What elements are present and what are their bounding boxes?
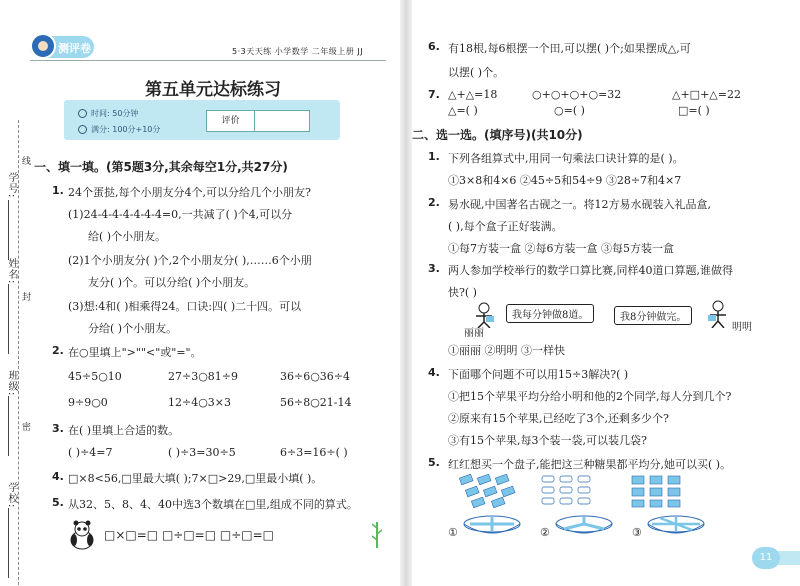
q1-line3: (2)1个小朋友分( )个,2个小朋友分( ),……6个小朋 — [68, 254, 312, 267]
test-badge-label: 测评卷 — [58, 42, 91, 55]
score-info — [78, 124, 160, 135]
student-number-label: 学号: — [6, 172, 17, 199]
review-box — [206, 110, 310, 132]
q3-item-1: ( )÷4=7 — [68, 446, 113, 459]
panda-icon — [68, 520, 96, 550]
candy-group-1-icon — [458, 474, 520, 508]
student-avatar-icon — [30, 33, 56, 59]
s2-q2-number: 2. — [428, 196, 440, 209]
q2-item-1: 45÷5○10 — [68, 370, 122, 383]
plate-2-icon — [554, 514, 614, 542]
q5-number: 5. — [52, 496, 64, 509]
score-icon — [78, 125, 87, 134]
q2-item-3: 36÷6○36÷4 — [280, 370, 351, 383]
name-field — [8, 284, 9, 354]
q3-item-3: 6÷3=16÷( ) — [280, 446, 348, 459]
q2-item-5: 12÷4○3×3 — [168, 396, 232, 409]
q1-line5: (3)想:4和( )相乘得24。口诀:四( )二十四。可以 — [68, 300, 302, 313]
s2-q5-text: 红红想买一个盘子,能把这三种糖果都平均分,她可以买( )。 — [448, 458, 732, 471]
q3-number: 3. — [52, 422, 64, 435]
class-label: 班级: — [6, 370, 17, 397]
q3-text: 在( )里填上合适的数。 — [68, 424, 180, 437]
plate-option-2-label: ② — [540, 526, 550, 539]
mingming-name: 明明 — [732, 322, 752, 333]
q4-text: □×8<56,□里最大填( );7×□>29,□里最小填( )。 — [68, 472, 323, 485]
class-field — [8, 396, 9, 456]
header-divider — [30, 60, 386, 61]
q2-text: 在○里填上">""<"或"="。 — [68, 346, 202, 359]
q7-answer-3: □=( ) — [678, 104, 710, 117]
q1-line2: 给( )个小朋友。 — [88, 230, 167, 243]
q1-line1: (1)24-4-4-4-4-4-4=0,一共减了( )个4,可以分 — [68, 208, 293, 221]
q6-number: 6. — [428, 40, 440, 53]
s2-q4-option-3: ③有15个苹果,每3个装一袋,可以装几袋? — [448, 434, 647, 447]
section2-heading: 二、选一选。(填序号)(共10分) — [412, 128, 583, 142]
plate-option-1-label: ① — [448, 526, 458, 539]
q6-line2: 以摆( )个。 — [448, 66, 505, 79]
s2-q3-line1: 两人参加学校举行的数学口算比赛,同样40道口算题,谁做得 — [448, 264, 733, 277]
plate-3-icon — [646, 514, 706, 542]
s2-q2-line1: 易水砚,中国著名古砚之一。将12方易水砚装入礼品盒, — [448, 198, 711, 211]
s2-q2-options: ①每7方装一盒 ②每6方装一盒 ③每5方装一盒 — [448, 242, 674, 255]
q7-part-2: ○+○+○+○=32 — [532, 88, 622, 101]
q5-formula-boxes: □×□=□ □÷□=□ □÷□=□ — [104, 528, 274, 542]
lili-name: 丽丽 — [464, 328, 484, 339]
s2-q3-line2: 快?( ) — [448, 286, 477, 299]
student-number-field — [8, 200, 9, 260]
book-spine — [400, 0, 412, 586]
candy-group-2-icon — [540, 474, 602, 508]
q3-item-2: ( )÷3=30÷5 — [168, 446, 236, 459]
time-info — [78, 108, 138, 119]
q7-part-3: △+□+△=22 — [672, 88, 741, 101]
q1-text: 24个蛋挞,每个小朋友分4个,可以分给几个小朋友? — [68, 186, 311, 199]
s2-q3-number: 3. — [428, 262, 440, 275]
s2-q4-number: 4. — [428, 366, 440, 379]
plate-1-icon — [462, 514, 522, 542]
q6-line1: 有18根,每6根摆一个田,可以摆( )个;如果摆成△,可 — [448, 42, 691, 55]
s2-q3-options: ①丽丽 ②明明 ③一样快 — [448, 344, 565, 357]
q1-number: 1. — [52, 184, 64, 197]
q7-answer-2: ○=( ) — [554, 104, 585, 117]
s2-q2-line2: ( ),每个盒子正好装满。 — [448, 220, 563, 233]
school-label: 学校: — [6, 482, 17, 509]
line-mark: 线 — [22, 157, 32, 167]
dense-mark: 密 — [22, 423, 32, 433]
mingming-figure-icon — [706, 300, 730, 328]
s2-q1-options: ①3×8和4×6 ②45÷5和54÷9 ③28÷7和4×7 — [448, 174, 682, 187]
book-meta: 5·3天天练 小学数学 二年级上册 JJ — [232, 47, 364, 56]
q7-part-1: △+△=18 — [448, 88, 498, 101]
school-field — [8, 508, 9, 578]
seal-mark: 封 — [22, 293, 32, 303]
q7-answer-1: △=( ) — [448, 104, 478, 117]
s2-q1-number: 1. — [428, 150, 440, 163]
q7-number: 7. — [428, 88, 440, 101]
s2-q5-number: 5. — [428, 456, 440, 469]
time-text: 时间: 50分钟 — [91, 109, 139, 118]
s2-q1-text: 下列各组算式中,用同一句乘法口诀计算的是( )。 — [448, 152, 684, 165]
review-label: 评价 — [207, 111, 255, 131]
q5-text: 从32、5、8、4、40中选3个数填在□里,组成不同的算式。 — [68, 498, 358, 511]
s2-q4-option-1: ①把15个苹果平均分给小明和他的2个同学,每人分到几个? — [448, 390, 732, 403]
q1-line4: 友分( )个。可以分给( )个小朋友。 — [88, 276, 256, 289]
candy-group-3-icon — [630, 474, 692, 508]
section1-heading: 一、填一填。(第5题3分,其余每空1分,共27分) — [34, 160, 288, 174]
page-title: 第五单元达标练习 — [145, 80, 281, 100]
page-number: 11 — [752, 547, 780, 569]
q2-number: 2. — [52, 344, 64, 357]
plate-option-3-label: ③ — [632, 526, 642, 539]
mingming-speech-bubble: 我8分钟做完。 — [614, 306, 692, 325]
q2-item-6: 56÷8○21-14 — [280, 396, 352, 409]
bamboo-icon — [372, 522, 382, 548]
s2-q4-option-2: ②原来有15个苹果,已经吃了3个,还剩多少个? — [448, 412, 669, 425]
name-label: 姓名: — [6, 258, 17, 285]
s2-q4-text: 下面哪个问题不可以用15÷3解决?( ) — [448, 368, 629, 381]
q2-item-2: 27÷3○81÷9 — [168, 370, 239, 383]
clock-icon — [78, 109, 87, 118]
q4-number: 4. — [52, 470, 64, 483]
q1-line6: 分给( )个小朋友。 — [88, 322, 178, 335]
score-text: 满分: 100分+10分 — [91, 125, 161, 134]
lili-speech-bubble: 我每分钟做8道。 — [506, 304, 594, 323]
q2-item-4: 9÷9○0 — [68, 396, 108, 409]
